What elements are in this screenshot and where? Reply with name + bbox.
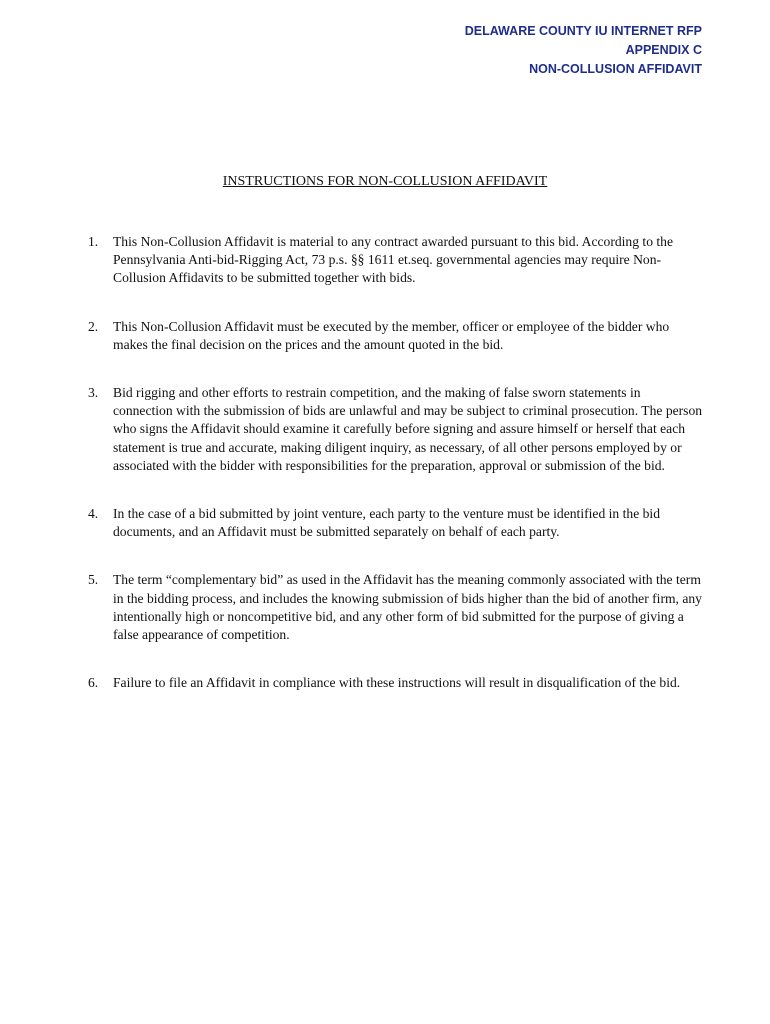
list-item-text: This Non-Collusion Affidavit is material to any contract awarded pursuant to this bid. According to the Pennsylvania Anti-bid-Rigging Act, 73 p.s. §§ 1611 et.seq. governmental agencies may require Non-Collusion Affidavits to be submitted together with bids.	[113, 234, 674, 286]
list-item-number: 4.	[88, 506, 99, 522]
list-item	[88, 233, 703, 288]
list-item-number: 1.	[88, 234, 99, 249]
list-item	[88, 674, 703, 692]
list-item-text: Bid rigging and other efforts to restrain competition, and the making of false sworn statements in connection with the submission of bids are unlawful and may be subject to criminal prosecution. The person who signs the Affidavit should examine it carefully before signing and assure himself or herself that each statement is true and accurate, making diligent inquiry, as necessary, of all other persons employed by or associated with the bidder with responsibilities for the preparation, approval or submission of the bid.	[113, 385, 703, 473]
list-item	[88, 571, 703, 644]
list-item-text: In the case of a bid submitted by joint venture, each party to the venture must be identified in the bid documents, and an Affidavit must be submitted separately on behalf of each party.	[113, 506, 660, 540]
header-line-affidavit: NON-COLLUSION AFFIDAVIT	[529, 62, 702, 76]
list-item	[88, 505, 703, 541]
list-item-number: 6.	[88, 675, 99, 691]
list-item-number: 3.	[88, 385, 99, 401]
header-line-rfp: DELAWARE COUNTY IU INTERNET RFP	[464, 24, 702, 38]
list-item	[88, 384, 703, 475]
header-line-appendix: APPENDIX C	[625, 43, 702, 57]
list-item-text: This Non-Collusion Affidavit must be executed by the member, officer or employee of the bidder who makes the final decision on the prices and the amount quoted in the bid.	[113, 318, 670, 352]
page-title	[0, 174, 770, 190]
list-item	[88, 318, 703, 354]
list-item-text: The term “complementary bid” as used in the Affidavit has the meaning commonly associated with the term in the bidding process, and includes the knowing submission of bids higher than the bid of another firm, any intentionally high or noncompetitive bid, and any other form of bid submitted for the purpose of giving a false appearance of competition.	[113, 572, 702, 643]
list-item-number: 2.	[88, 318, 99, 334]
document-header	[465, 22, 702, 79]
instructions-list	[88, 233, 703, 722]
list-item-number: 5.	[88, 572, 99, 588]
page-title-text: INSTRUCTIONS FOR NON-COLLUSION AFFIDAVIT	[222, 174, 548, 189]
list-item-text: Failure to file an Affidavit in compliance with these instructions will result in disqualification of the bid.	[113, 675, 681, 691]
